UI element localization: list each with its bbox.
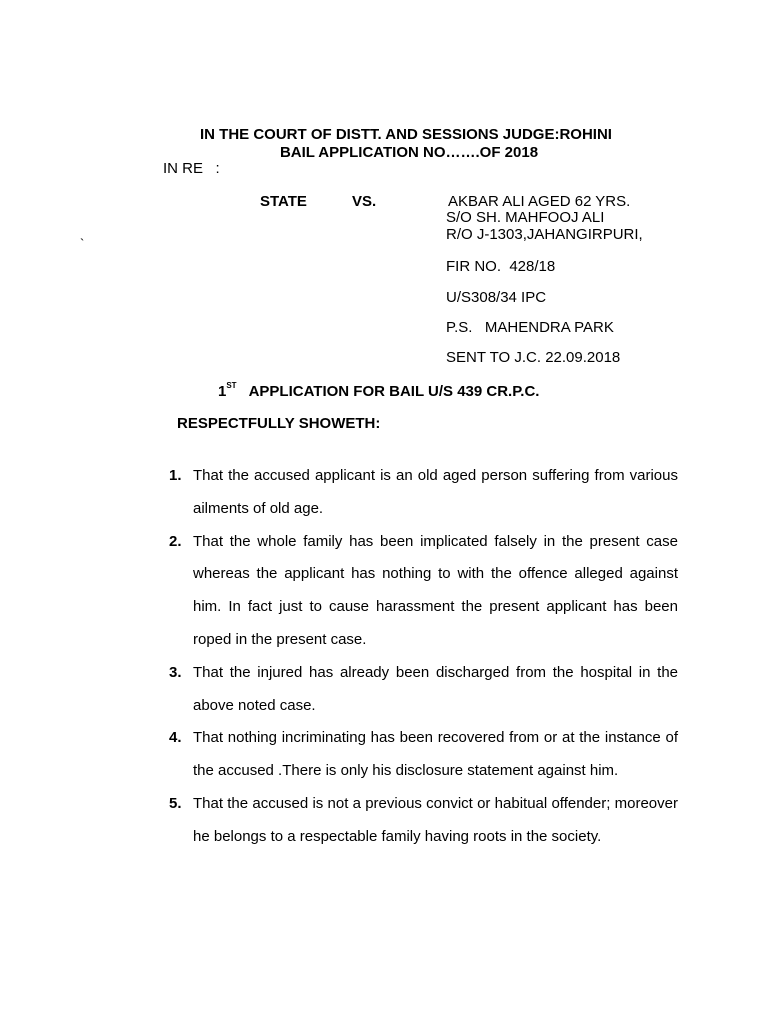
court-heading: IN THE COURT OF DISTT. AND SESSIONS JUDGE:ROHINI xyxy=(200,126,612,143)
application-title-text: APPLICATION FOR BAIL U/S 439 CR.P.C. xyxy=(248,383,540,400)
application-ordinal-suffix: ST xyxy=(226,381,237,390)
accused-address: R/O J-1303,JAHANGIRPURI, xyxy=(446,226,643,243)
stray-mark: ` xyxy=(80,236,85,251)
police-station: P.S. MAHENDRA PARK xyxy=(446,319,614,336)
accused-father: S/O SH. MAHFOOJ ALI xyxy=(446,209,605,226)
ground-item-5 xyxy=(162,788,678,854)
ground-number: 4. xyxy=(169,729,182,747)
in-re-label: IN RE : xyxy=(163,160,220,177)
grounds-list xyxy=(162,460,678,854)
ground-number: 5. xyxy=(169,794,182,812)
ground-number: 2. xyxy=(169,532,182,550)
ground-text: That the accused is not a previous convict or habitual offender; moreover he belongs to a respectable family having roots in the society. xyxy=(193,794,678,845)
application-ordinal: 1 xyxy=(218,383,227,400)
state-party: STATE xyxy=(260,193,307,210)
application-title xyxy=(218,383,539,400)
ground-item-3 xyxy=(162,657,678,723)
ground-text: That the whole family has been implicated falsely in the present case whereas the applicant has nothing to with the offence alleged against him. In fact just to cause harassment the present applicant has been roped in the present case. xyxy=(193,532,678,648)
ground-item-4 xyxy=(162,722,678,788)
bail-application-heading: BAIL APPLICATION NO…….OF 2018 xyxy=(279,144,539,161)
respectfully-showeth: RESPECTFULLY SHOWETH: xyxy=(177,415,381,432)
ground-item-1 xyxy=(162,460,678,526)
judicial-custody-date: SENT TO J.C. 22.09.2018 xyxy=(446,349,621,366)
section-ipc: U/S308/34 IPC xyxy=(446,289,547,306)
ground-text: That the accused applicant is an old aged person suffering from various ailments of old age. xyxy=(193,467,678,517)
fir-number: FIR NO. 428/18 xyxy=(446,258,556,275)
ground-item-2 xyxy=(162,526,678,657)
ground-number: 3. xyxy=(169,663,182,681)
versus-label: VS. xyxy=(352,193,377,210)
ground-number: 1. xyxy=(169,467,182,484)
ground-text: That nothing incriminating has been recovered from or at the instance of the accused .There is only his disclosure statement against him. xyxy=(193,729,678,780)
ground-text: That the injured has already been discharged from the hospital in the above noted case. xyxy=(193,663,678,714)
accused-name: AKBAR ALI AGED 62 YRS. xyxy=(448,193,631,210)
